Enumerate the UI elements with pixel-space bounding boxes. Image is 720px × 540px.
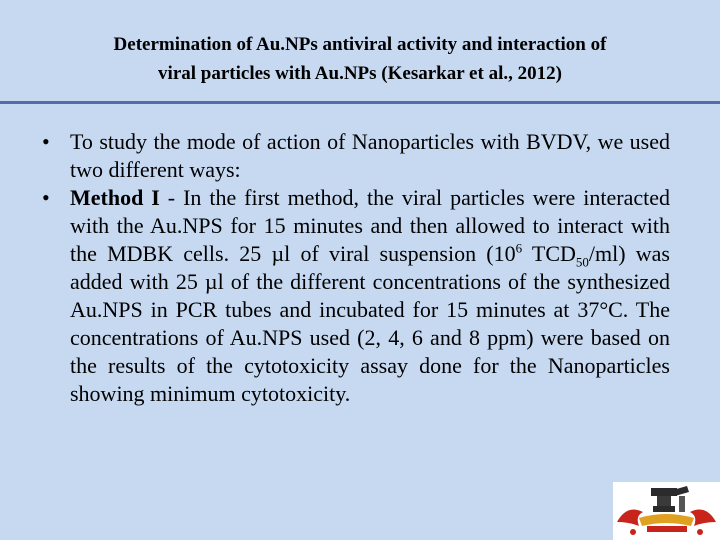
exponent: 6 [515,240,523,256]
institution-logo-icon [613,482,720,540]
title-line-1: Determination of Au.NPs antiviral activity and interaction of [113,34,607,55]
title-line-2: viral particles with Au.NPs (Kesarkar et al., 2012) [158,63,562,84]
method-label: Method I [70,185,160,210]
bullet-item [40,128,670,184]
slide-title [30,30,690,88]
institution-logo [613,482,720,540]
bullet-dot-icon: • [42,185,50,210]
bullet-text-part-2: TCD [522,241,576,266]
bullet-text: To study the mode of action of Nanoparticles with BVDV, we used two different ways: [70,129,670,182]
subscript: 50 [575,254,589,270]
bullet-dot-icon: • [42,129,50,154]
bullet-text-part-3: /ml) was added with 25 µl of the different concentrations of the synthesized Au.NPS in PCR tubes and incubated for 15 minutes at 37°C. The concentrations of Au.NPS used (2, 4, 6 and 8 ppm) were based on the results of the cytotoxicity assay done for the Nanoparticles showing minimum cytotoxicity. [70,241,670,406]
title-divider [0,101,720,104]
bullet-list [40,128,670,408]
bullet-item [40,184,670,408]
bullet-text-part-1: - In the first method, the viral particles were interacted with the Au.NPS for 15 minutes and then allowed to interact with the MDBK cells. 25 µl of viral suspension (10 [70,185,670,266]
